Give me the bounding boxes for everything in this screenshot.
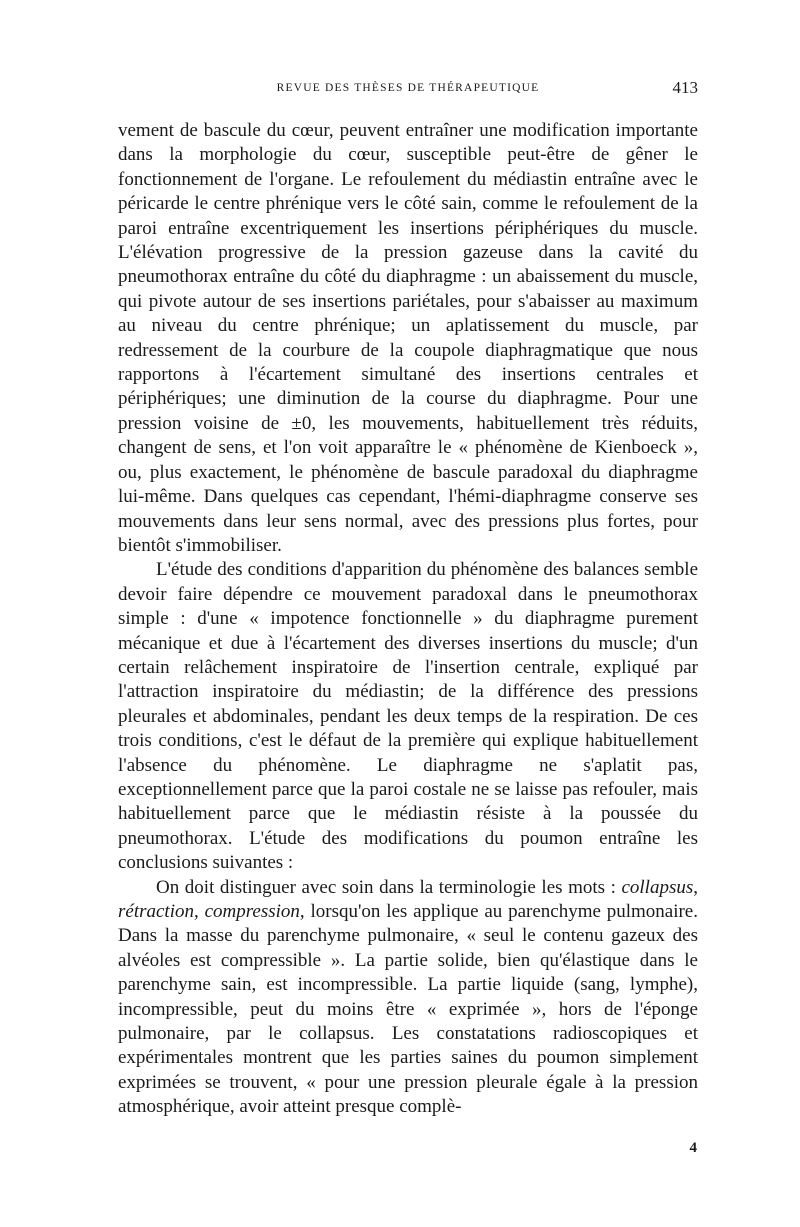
paragraph-3-sep2: , <box>194 901 205 922</box>
paragraph-3-intro: On doit distinguer avec soin dans la terminologie les mots : <box>156 876 622 898</box>
paragraph-1: vement de bascule du cœur, peuvent entraîner une modification importante dans la morphologie du cœur, susceptible peut-être de gêner le fonctionnement de l'organe. Le refoulement du médiastin entraîne avec le péricarde le centre phrénique vers le côté sain, comme le refoulement de la paroi entraîne excentriquement les insertions périphériques du muscle. L'élévation progressive de la pression gazeuse dans la cavité du pneumothorax entraîne du côté du diaphragme : un abaissement du muscle, qui pivote autour de ses insertions pariétales, pour s'abaisser au maximum au niveau du centre phrénique; un aplatissement du muscle, par redressement de la courbure de la coupole diaphragmatique que nous rapportons à l'écartement simultané des insertions centrales et périphériques; une diminution de la course du diaphragme. Pour une pression voisine de ±0, les mouvements, habituellement très réduits, changent de sens, et l'on voit apparaître le « phénomène de Kienboeck », ou, plus exactement, le phénomène de bascule paradoxal du diaphragme lui-même. Dans quelques cas cependant, l'hémi-diaphragme conserve ses mouvements dans leur sens normal, avec des pressions plus fortes, pour bientôt s'immobiliser. <box>118 120 698 556</box>
term-compression: compression <box>204 901 300 922</box>
body-text <box>118 119 698 1120</box>
term-collapsus: collapsus <box>621 876 694 898</box>
signature-mark: 4 <box>689 1140 697 1156</box>
term-retraction: rétraction <box>118 901 194 922</box>
paragraph-2: L'étude des conditions d'apparition du phénomène des balances semble devoir faire dépendre ce mouvement paradoxal dans le pneumothorax simple : d'une « impotence fonctionnelle » du diaphragme purement mécanique et due à l'écartement des diverses insertions du muscle; d'un certain relâchement inspiratoire de l'insertion centrale, expliqué par l'attraction inspiratoire du médiastin; de la différence des pressions pleurales et abdominales, pendant les deux temps de la respiration. De ces trois conditions, c'est le défaut de la première qui explique habituellement l'absence du phénomène. Le diaphragme ne s'aplatit pas, exceptionnellement parce que la paroi costale ne se laisse pas refouler, mais habituellement parce que le médiastin résiste à la poussée du pneumothorax. L'étude des modifications du poumon entraîne les conclusions suivantes : <box>118 559 698 874</box>
paragraph-3-rest: , lorsqu'on les applique au parenchyme pulmonaire. Dans la masse du parenchyme pulmonaire, « seul le contenu gazeux des alvéoles est compressible ». La partie solide, bien qu'élastique dans le parenchyme sain, est incompressible. La partie liquide (sang, lymphe), incompressible, peut du moins être « exprimée », hors de l'éponge pulmonaire, par le collapsus. Les constatations radioscopiques et expérimentales montrent que les parties saines du poumon simplement exprimées se trouvent, « pour une pression pleurale égale à la pression atmosphérique, avoir atteint presque complè- <box>118 901 698 1118</box>
paragraph-3 <box>118 876 698 1120</box>
running-title: REVUE DES THÈSES DE THÉRAPEUTIQUE <box>276 82 540 94</box>
running-header <box>118 78 698 100</box>
page-number: 413 <box>672 78 698 97</box>
paragraph-3-sep1: , <box>693 876 698 898</box>
